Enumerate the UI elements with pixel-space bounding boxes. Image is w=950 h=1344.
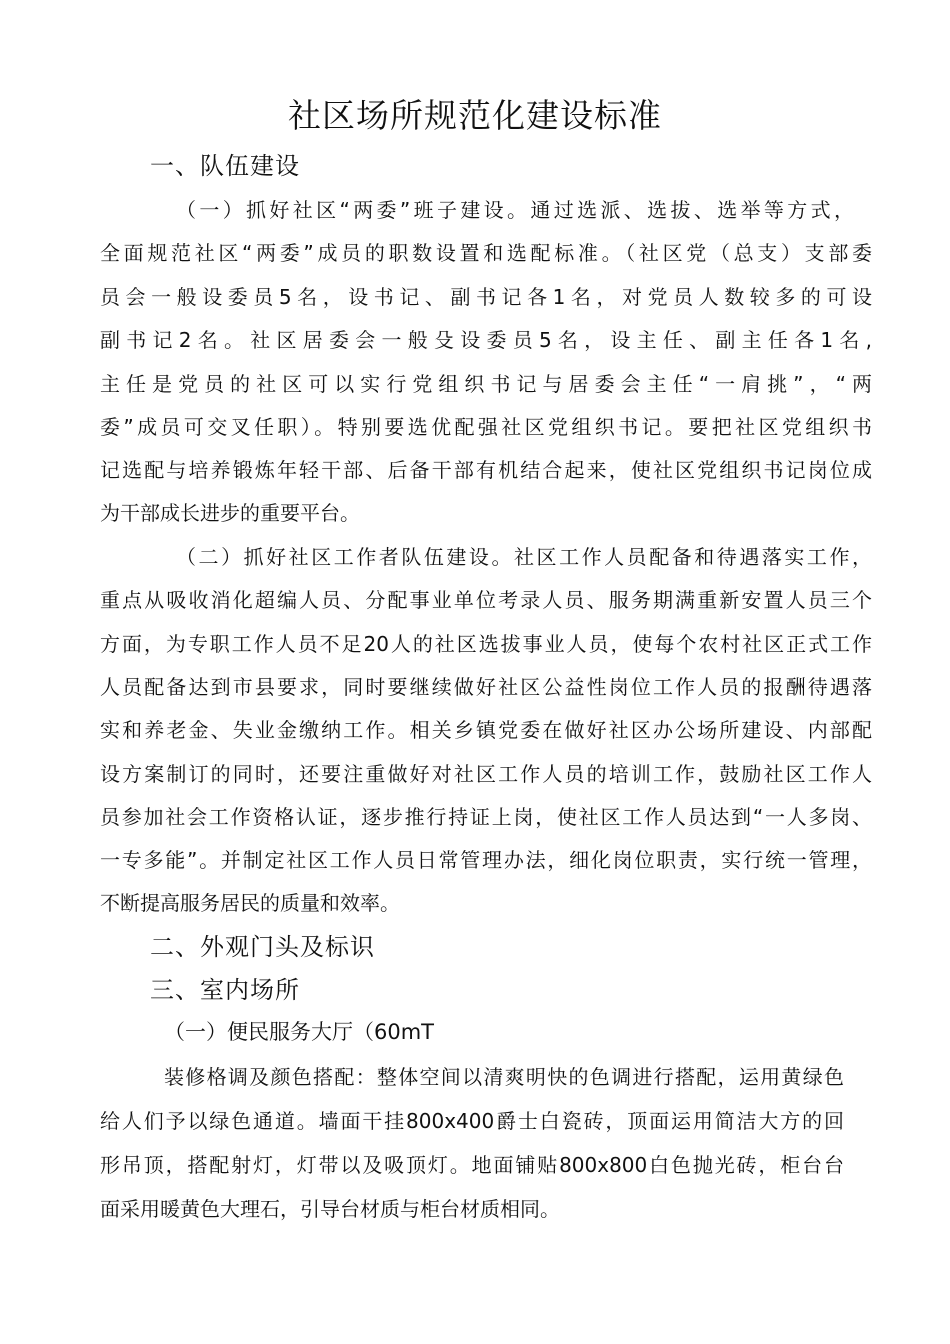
- paragraph-line: 面采用暖黄色大理石，引导台材质与柜台材质相同。: [100, 1197, 560, 1221]
- paragraph-line: 形吊顶，搭配射灯，灯带以及吸顶灯。地面铺贴800x800白色抛光砖，柜台台: [100, 1153, 844, 1177]
- paragraph-line: 人员配备达到市县要求，同时要继续做好社区公益性岗位工作人员的报酬待遇落: [100, 675, 872, 699]
- section-heading-team: 一、队伍建设: [150, 152, 300, 180]
- document-title: 社区场所规范化建设标准: [288, 96, 662, 135]
- paragraph-line: （一）抓好社区“两委”班子建设。通过选派、选拔、选举等方式，: [176, 198, 854, 222]
- paragraph-line: 装修格调及颜色搭配：整体空间以清爽明快的色调进行搭配，运用黄绿色: [164, 1065, 844, 1089]
- paragraph-line: 不断提高服务居民的质量和效率。: [100, 891, 400, 915]
- paragraph-line: 一专多能”。并制定社区工作人员日常管理办法，细化岗位职责，实行统一管理，: [100, 848, 872, 872]
- paragraph-line: 记选配与培养锻炼年轻干部、后备干部有机结合起来，使社区党组织书记岗位成: [100, 458, 872, 482]
- paragraph-line: 委”成员可交叉任职）。特别要选优配强社区党组织书记。要把社区党组织书: [100, 415, 872, 439]
- paragraph-line: 主任是党员的社区可以实行党组织书记与居委会主任“一肩挑”，“两: [100, 372, 872, 396]
- paragraph-line: 设方案制订的同时，还要注重做好对社区工作人员的培训工作，鼓励社区工作人: [100, 762, 872, 786]
- subheading-service-hall: （一）便民服务大厅（60mT: [164, 1020, 435, 1044]
- paragraph-line: 实和养老金、失业金缴纳工作。相关乡镇党委在做好社区办公场所建设、内部配: [100, 718, 872, 742]
- paragraph-line: 方面，为专职工作人员不足20人的社区选拔事业人员，使每个农村社区正式工作: [100, 632, 872, 656]
- paragraph-line: 重点从吸收消化超编人员、分配事业单位考录人员、服务期满重新安置人员三个: [100, 588, 872, 612]
- paragraph-line: 副书记2名。社区居委会一般殳设委员5名，设主任、副主任各1名,: [100, 328, 872, 352]
- paragraph-line: （二）抓好社区工作者队伍建设。社区工作人员配备和待遇落实工作，: [176, 545, 872, 569]
- paragraph-line: 员会一般设委员5名，设书记、副书记各1名，对党员人数较多的可设: [100, 285, 872, 309]
- paragraph-line: 为干部成长进步的重要平台。: [100, 501, 360, 525]
- paragraph-line: 全面规范社区“两委”成员的职数设置和选配标准。（社区党（总支）支部委: [100, 241, 872, 265]
- section-heading-indoor: 三、室内场所: [150, 976, 300, 1004]
- paragraph-line: 给人们予以绿色通道。墙面干挂800x400爵士白瓷砖，顶面运用简洁大方的回: [100, 1109, 844, 1133]
- section-heading-facade: 二、外观门头及标识: [150, 933, 375, 961]
- paragraph-line: 员参加社会工作资格认证，逐步推行持证上岗，使社区工作人员达到“一人多岗、: [100, 805, 872, 829]
